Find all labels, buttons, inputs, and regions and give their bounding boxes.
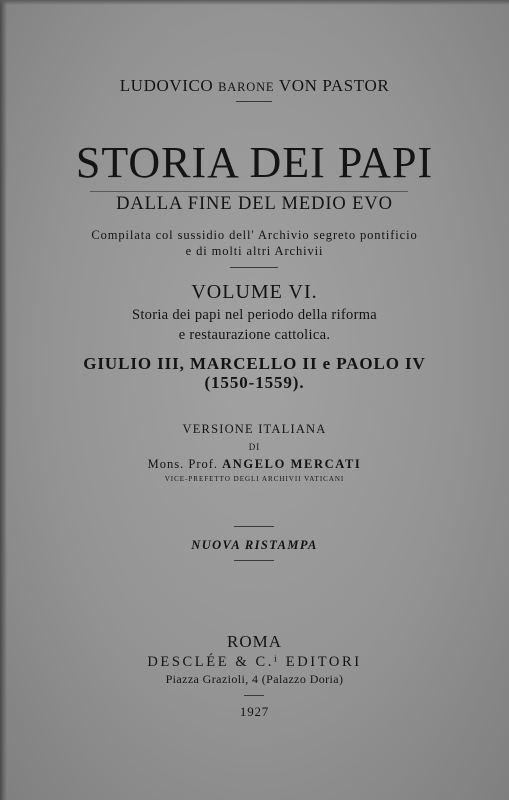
popes-heading: GIULIO III, MARCELLO II e PAOLO IV [83,354,426,373]
publisher-name: DESCLÉE & C.ⁱ EDITORI [147,654,362,670]
author-last-name: VON PASTOR [278,76,390,95]
divider-rule [230,267,278,268]
volume-description-line-1: Storia dei papi nel periodo della riforma [131,307,378,323]
compiled-note-line-1: Compilata col sussidio dell' Archivio segreto pontificio [91,228,418,242]
volume-description-line-2: e restaurazione cattolica. [178,327,331,343]
divider-rule [234,526,274,527]
by-label: DI [248,442,261,452]
translator-line [0,457,509,472]
divider-rule [234,560,274,561]
translator-prefix: Mons. Prof. [147,457,219,471]
page-top-edge [0,0,509,5]
divider-rule [244,695,264,696]
publication-city: ROMA [226,632,282,651]
author-first-name: LUDOVICO [119,76,214,95]
version-label: VERSIONE ITALIANA [182,422,327,436]
author-title: BARONE [218,80,275,94]
publisher-address: Piazza Grazioli, 4 (Palazzo Doria) [165,672,344,686]
years-heading: (1550-1559). [204,373,305,392]
divider-rule [236,101,272,102]
title-underline [90,191,408,192]
book-subtitle: DALLA FINE DEL MEDIO EVO [116,194,393,214]
translator-role: VICE-PREFETTO DEGLI ARCHIVII VATICANI [164,475,345,483]
compiled-note-line-2: e di molti altri Archivii [185,244,324,258]
publication-year: 1927 [239,704,270,719]
author-line [0,76,509,96]
volume-number: VOLUME VI. [191,281,318,303]
translator-name: ANGELO MERCATI [222,457,362,471]
reprint-label: NUOVA RISTAMPA [191,538,318,552]
book-title: STORIA DEI PAPI [75,138,434,187]
